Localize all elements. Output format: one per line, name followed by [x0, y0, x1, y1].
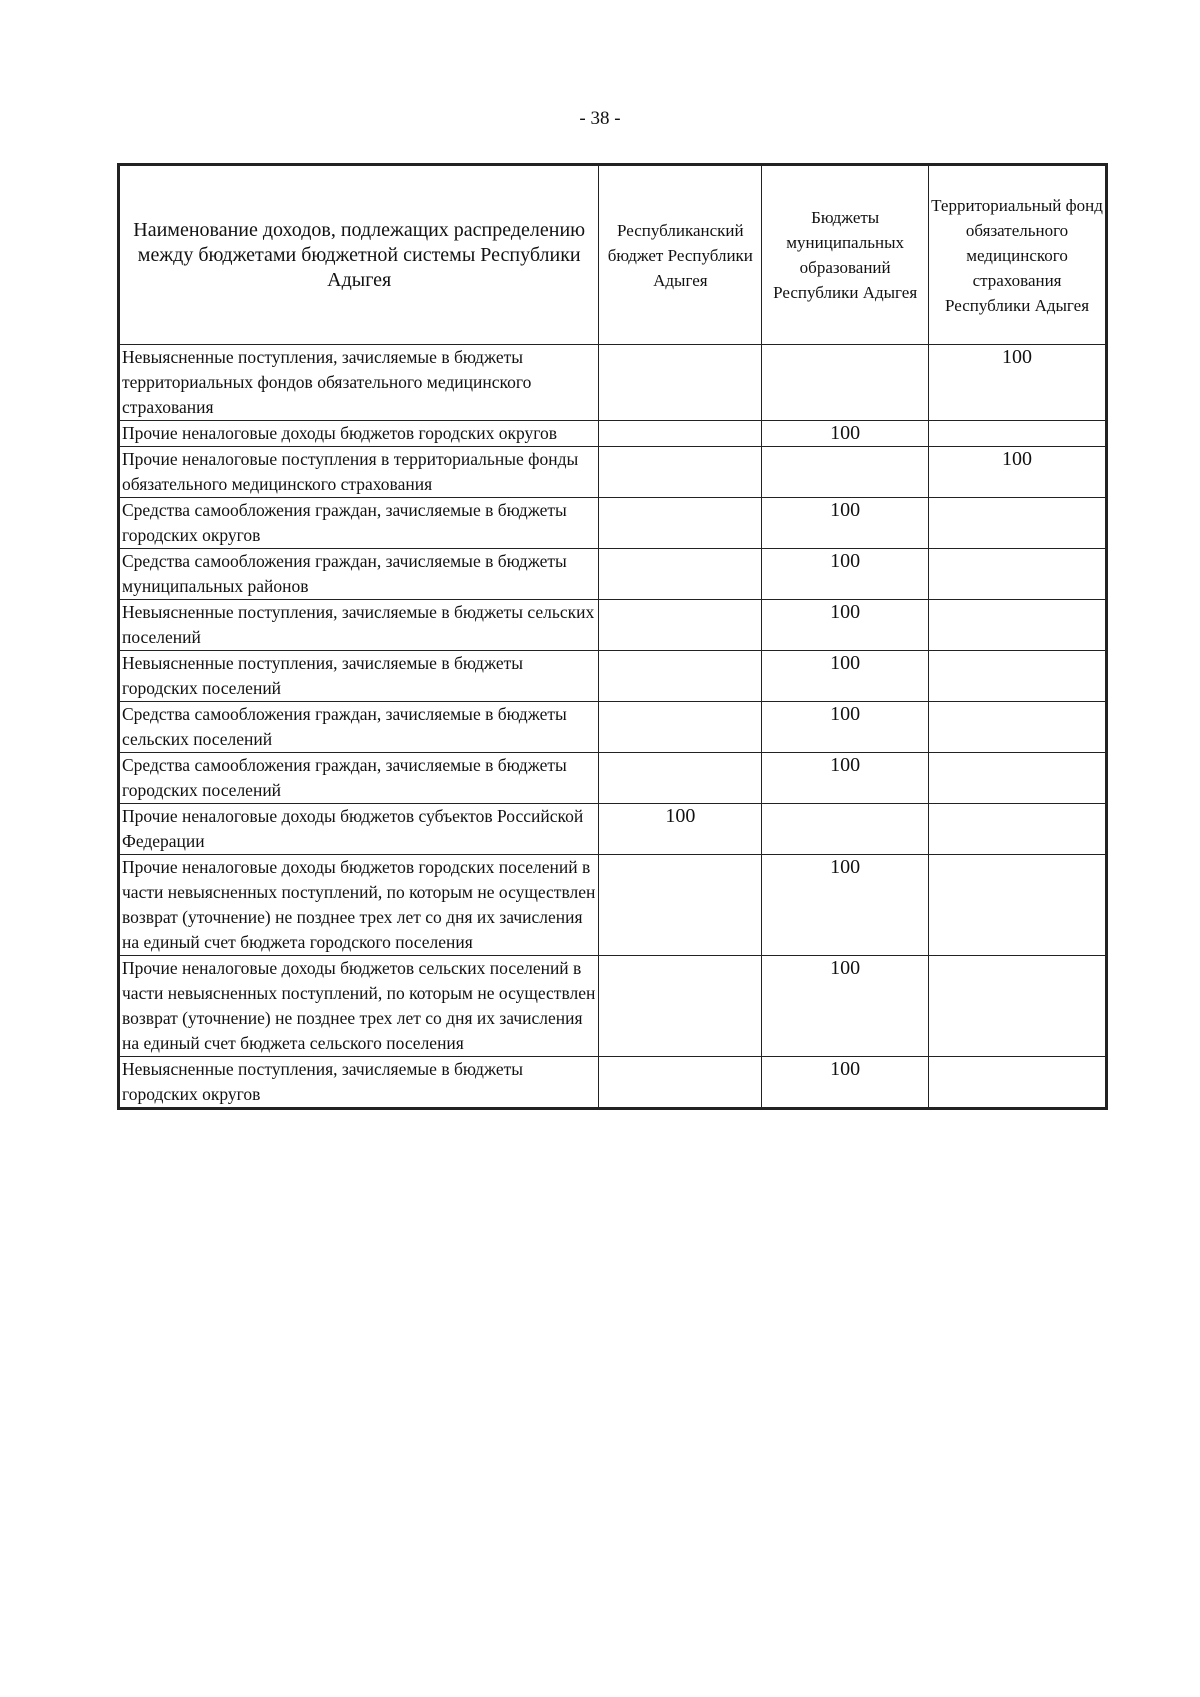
municipal-budget-cell: 100: [762, 549, 929, 600]
medical-fund-cell: 100: [929, 447, 1107, 498]
medical-fund-cell: [929, 855, 1107, 956]
republic-budget-cell: [599, 651, 762, 702]
income-name-cell: Невыясненные поступления, зачисляемые в бюджеты городских округов: [119, 1057, 599, 1109]
medical-fund-cell: [929, 1057, 1107, 1109]
medical-fund-cell: [929, 600, 1107, 651]
header-republic-budget: Республиканский бюджет Республики Адыгея: [599, 165, 762, 345]
income-name-cell: Прочие неналоговые доходы бюджетов городских поселений в части невыясненных поступлений, по которым не осуществлен возврат (уточнение) не позднее трех лет со дня их зачисления на единый счет бюджета городского поселения: [119, 855, 599, 956]
republic-budget-cell: [599, 421, 762, 447]
income-name-cell: Невыясненные поступления, зачисляемые в бюджеты территориальных фондов обязательного медицинского страхования: [119, 345, 599, 421]
table-row: [119, 345, 1107, 421]
table-row: [119, 651, 1107, 702]
municipal-budget-cell: 100: [762, 600, 929, 651]
municipal-budget-cell: [762, 447, 929, 498]
income-name-cell: Прочие неналоговые доходы бюджетов сельских поселений в части невыясненных поступлений, по которым не осуществлен возврат (уточнение) не позднее трех лет со дня их зачисления на единый счет бюджета сельского поселения: [119, 956, 599, 1057]
municipal-budget-cell: 100: [762, 1057, 929, 1109]
table-row: [119, 1057, 1107, 1109]
republic-budget-cell: [599, 447, 762, 498]
medical-fund-cell: [929, 421, 1107, 447]
table-row: [119, 447, 1107, 498]
income-name-cell: Средства самообложения граждан, зачисляемые в бюджеты городских поселений: [119, 753, 599, 804]
municipal-budget-cell: 100: [762, 855, 929, 956]
income-name-cell: Прочие неналоговые доходы бюджетов субъектов Российской Федерации: [119, 804, 599, 855]
republic-budget-cell: [599, 549, 762, 600]
page-number: - 38 -: [579, 108, 621, 129]
municipal-budget-cell: 100: [762, 651, 929, 702]
municipal-budget-cell: [762, 804, 929, 855]
table-row: [119, 804, 1107, 855]
republic-budget-cell: [599, 956, 762, 1057]
income-name-cell: Невыясненные поступления, зачисляемые в бюджеты сельских поселений: [119, 600, 599, 651]
municipal-budget-cell: 100: [762, 702, 929, 753]
municipal-budget-cell: 100: [762, 956, 929, 1057]
medical-fund-cell: [929, 753, 1107, 804]
header-municipal-budgets: Бюджеты муниципальных образований Республики Адыгея: [762, 165, 929, 345]
medical-fund-cell: [929, 702, 1107, 753]
medical-fund-cell: [929, 956, 1107, 1057]
income-name-cell: Прочие неналоговые поступления в территориальные фонды обязательного медицинского страхования: [119, 447, 599, 498]
table-row: [119, 600, 1107, 651]
table-row: [119, 956, 1107, 1057]
medical-fund-cell: [929, 498, 1107, 549]
header-income-name: Наименование доходов, подлежащих распределению между бюджетами бюджетной системы Республики Адыгея: [119, 165, 599, 345]
table-row: [119, 421, 1107, 447]
medical-fund-cell: [929, 651, 1107, 702]
table-row: [119, 549, 1107, 600]
republic-budget-cell: [599, 702, 762, 753]
table-row: [119, 753, 1107, 804]
republic-budget-cell: [599, 1057, 762, 1109]
municipal-budget-cell: 100: [762, 753, 929, 804]
income-name-cell: Средства самообложения граждан, зачисляемые в бюджеты сельских поселений: [119, 702, 599, 753]
table-header-row: [119, 165, 1107, 345]
medical-fund-cell: 100: [929, 345, 1107, 421]
header-medical-fund: Территориальный фонд обязательного медицинского страхования Республики Адыгея: [929, 165, 1107, 345]
republic-budget-cell: [599, 498, 762, 549]
income-name-cell: Средства самообложения граждан, зачисляемые в бюджеты муниципальных районов: [119, 549, 599, 600]
republic-budget-cell: [599, 600, 762, 651]
municipal-budget-cell: [762, 345, 929, 421]
republic-budget-cell: [599, 345, 762, 421]
municipal-budget-cell: 100: [762, 421, 929, 447]
medical-fund-cell: [929, 804, 1107, 855]
table-row: [119, 702, 1107, 753]
medical-fund-cell: [929, 549, 1107, 600]
income-name-cell: Прочие неналоговые доходы бюджетов городских округов: [119, 421, 599, 447]
republic-budget-cell: [599, 855, 762, 956]
table-row: [119, 498, 1107, 549]
republic-budget-cell: [599, 753, 762, 804]
municipal-budget-cell: 100: [762, 498, 929, 549]
income-name-cell: Средства самообложения граждан, зачисляемые в бюджеты городских округов: [119, 498, 599, 549]
republic-budget-cell: 100: [599, 804, 762, 855]
table-row: [119, 855, 1107, 956]
income-distribution-table: [117, 163, 1108, 1110]
income-name-cell: Невыясненные поступления, зачисляемые в бюджеты городских поселений: [119, 651, 599, 702]
